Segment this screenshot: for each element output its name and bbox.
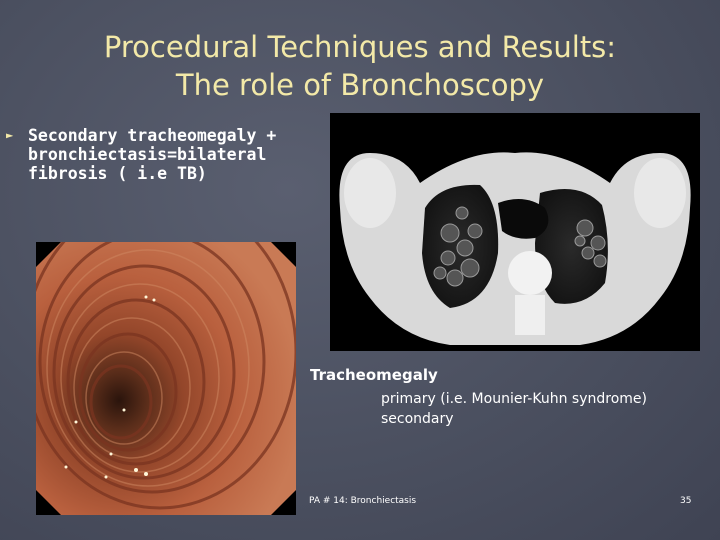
caption-heading: Tracheomegaly <box>310 366 438 384</box>
title-line-1: Procedural Techniques and Results: <box>103 30 617 64</box>
title-line-2: The role of Bronchoscopy <box>175 68 545 102</box>
triangle-bullet-icon: ► <box>6 128 14 142</box>
slide-title <box>0 28 720 104</box>
bullet-text: Secondary tracheomegaly + bronchiectasis=bilateral fibrosis ( i.e TB) <box>28 126 277 183</box>
page-number: 35 <box>680 496 692 506</box>
footer-label: PA # 14: Bronchiectasis <box>309 496 417 506</box>
bronchoscopy-airway-image <box>36 242 296 515</box>
caption-primary: primary (i.e. Mounier-Kuhn syndrome) <box>381 391 647 407</box>
chest-ct-scan-image <box>330 113 700 351</box>
caption-secondary: secondary <box>381 411 454 427</box>
